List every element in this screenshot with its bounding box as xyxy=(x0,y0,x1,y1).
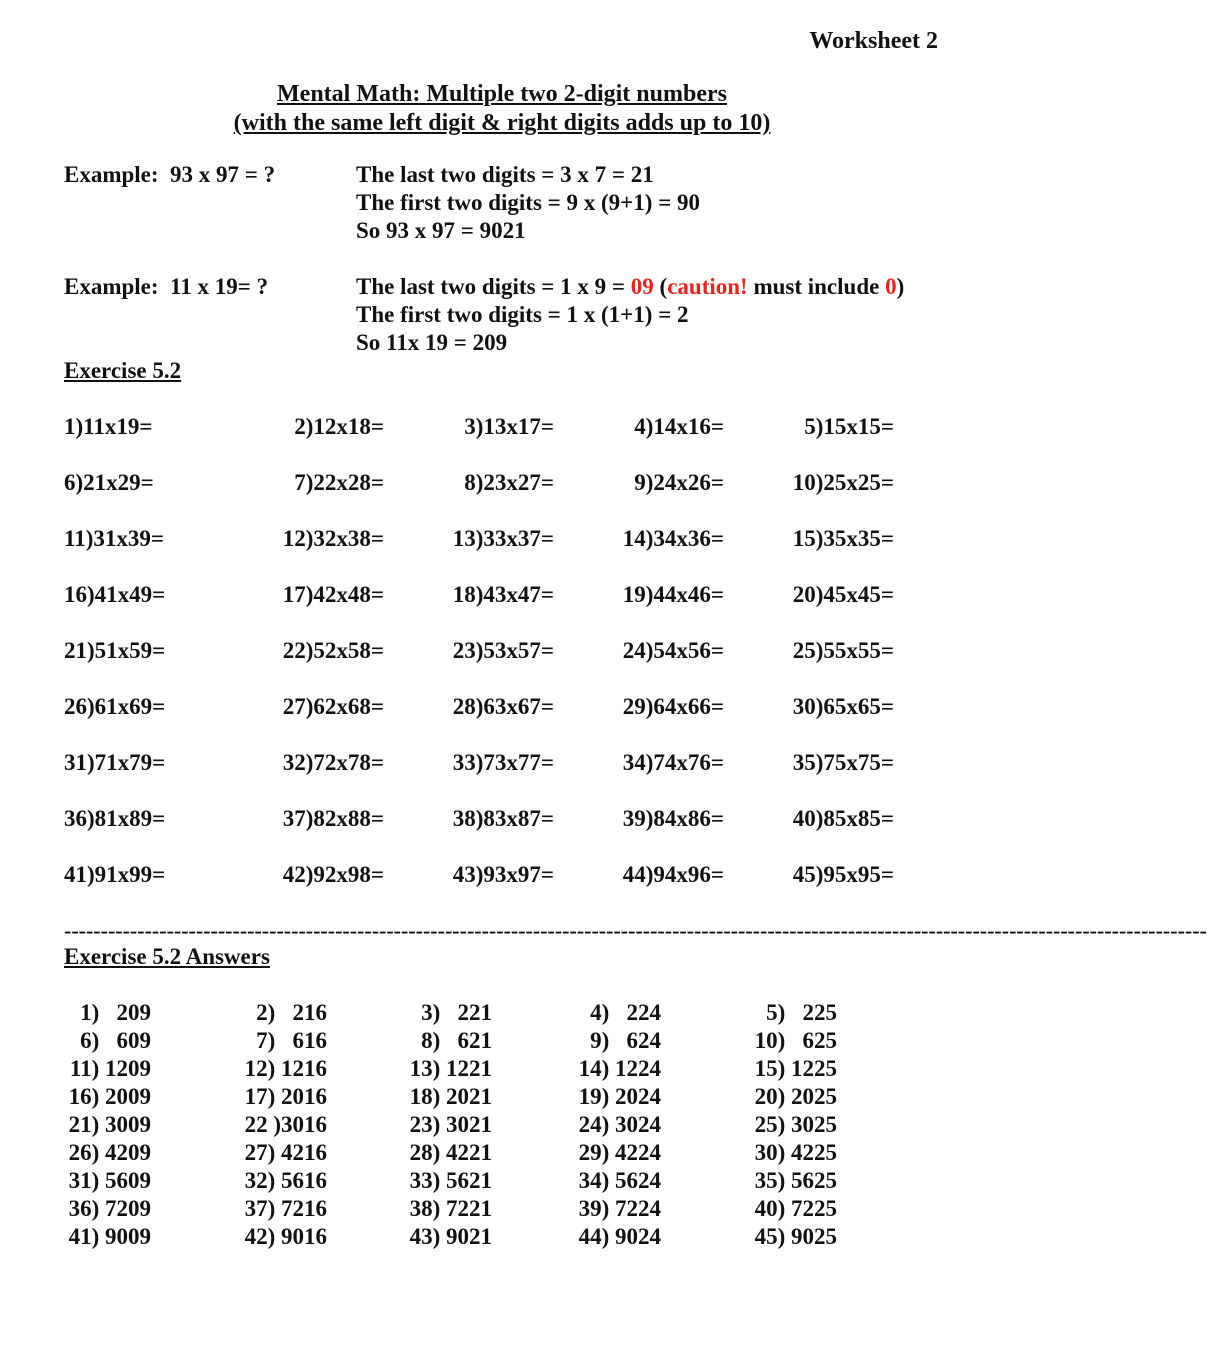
example-2-question: Example: 11 x 19= ? xyxy=(64,274,269,299)
example-2-note-middle: must include xyxy=(747,274,886,299)
answer-item: 36) 7209 xyxy=(68,1196,151,1221)
answer-item: 32) 5616 xyxy=(244,1168,327,1193)
answer-item: 40) 7225 xyxy=(754,1196,837,1221)
answer-item: 41) 9009 xyxy=(68,1224,151,1249)
answer-item: 11) 1209 xyxy=(69,1056,151,1081)
page-subtitle: (with the same left digit & right digits adds up to 10) xyxy=(233,110,771,136)
answer-item: 27) 4216 xyxy=(244,1140,327,1165)
answer-item: 7) 616 xyxy=(256,1028,327,1053)
answer-item: 10) 625 xyxy=(754,1028,837,1053)
exercise-problem: 4)14x16= xyxy=(634,414,724,439)
answer-item: 14) 1224 xyxy=(578,1056,661,1081)
exercise-problem: 28)63x67= xyxy=(452,694,554,719)
example-1-step-2: The first two digits = 9 x (9+1) = 90 xyxy=(356,190,701,215)
answer-item: 45) 9025 xyxy=(754,1224,837,1249)
answer-item: 20) 2025 xyxy=(754,1084,837,1109)
answer-item: 37) 7216 xyxy=(244,1196,327,1221)
exercise-problem: 23)53x57= xyxy=(452,638,554,663)
exercise-problem: 3)13x17= xyxy=(464,414,554,439)
answer-item: 22 )3016 xyxy=(244,1112,327,1137)
answer-item: 3) 221 xyxy=(421,1000,492,1025)
exercise-problem: 27)62x68= xyxy=(282,694,384,719)
answer-item: 18) 2021 xyxy=(409,1084,492,1109)
exercise-problem: 31)71x79= xyxy=(64,750,166,775)
example-2-step-1-prefix: The last two digits = 1 x 9 = xyxy=(356,274,631,299)
answer-item: 12) 1216 xyxy=(244,1056,327,1081)
answer-item: 42) 9016 xyxy=(244,1224,327,1249)
exercise-problem: 5)15x15= xyxy=(804,414,894,439)
exercise-problem: 32)72x78= xyxy=(282,750,384,775)
exercise-problem: 38)83x87= xyxy=(452,806,554,831)
exercise-problem: 10)25x25= xyxy=(792,470,894,495)
exercise-problem: 44)94x96= xyxy=(622,862,724,887)
exercise-problem: 8)23x27= xyxy=(464,470,554,495)
example-1-question: Example: 93 x 97 = ? xyxy=(64,162,276,187)
answer-item: 21) 3009 xyxy=(68,1112,151,1137)
exercise-problem: 12)32x38= xyxy=(282,526,384,551)
answer-item: 6) 609 xyxy=(80,1028,151,1053)
exercise-problem: 22)52x58= xyxy=(282,638,384,663)
exercise-problem: 13)33x37= xyxy=(452,526,554,551)
exercise-problem: 39)84x86= xyxy=(622,806,724,831)
answer-item: 9) 624 xyxy=(590,1028,661,1053)
exercise-problem: 20)45x45= xyxy=(792,582,894,607)
answer-item: 2) 216 xyxy=(256,1000,327,1025)
answer-item: 28) 4221 xyxy=(409,1140,492,1165)
answer-item: 19) 2024 xyxy=(578,1084,661,1109)
answer-item: 25) 3025 xyxy=(754,1112,837,1137)
answer-item: 5) 225 xyxy=(766,1000,837,1025)
exercise-problem: 36)81x89= xyxy=(64,806,166,831)
zero-highlight: 0 xyxy=(885,274,897,299)
exercise-problem: 26)61x69= xyxy=(64,694,166,719)
example-2-step-2: The first two digits = 1 x (1+1) = 2 xyxy=(356,302,689,327)
exercise-problem: 43)93x97= xyxy=(452,862,554,887)
exercise-problem: 11)31x39= xyxy=(64,526,164,551)
exercise-problem: 18)43x47= xyxy=(452,582,554,607)
exercise-problem: 40)85x85= xyxy=(792,806,894,831)
example-2-close-paren: ) xyxy=(896,274,905,299)
answer-item: 44) 9024 xyxy=(578,1224,661,1249)
example-1-result: So 93 x 97 = 9021 xyxy=(356,218,526,243)
exercise-problem: 41)91x99= xyxy=(64,862,166,887)
answer-item: 31) 5609 xyxy=(68,1168,151,1193)
worksheet-label: Worksheet 2 xyxy=(809,28,938,54)
example-2-open-paren: ( xyxy=(653,274,668,299)
exercise-problem: 14)34x36= xyxy=(622,526,724,551)
answer-item: 34) 5624 xyxy=(578,1168,661,1193)
answer-item: 16) 2009 xyxy=(68,1084,151,1109)
answer-item: 24) 3024 xyxy=(578,1112,661,1137)
answer-item: 13) 1221 xyxy=(409,1056,492,1081)
answer-item: 1) 209 xyxy=(80,1000,151,1025)
answer-item: 15) 1225 xyxy=(754,1056,837,1081)
answer-item: 26) 4209 xyxy=(68,1140,151,1165)
exercise-problem: 2)12x18= xyxy=(294,414,384,439)
page-title: Mental Math: Multiple two 2-digit numbers xyxy=(277,81,727,107)
exercise-problem: 19)44x46= xyxy=(622,582,724,607)
exercise-problem: 24)54x56= xyxy=(622,638,724,663)
exercise-problem: 21)51x59= xyxy=(64,638,166,663)
exercise-problem: 6)21x29= xyxy=(64,470,154,495)
exercise-problem: 9)24x26= xyxy=(634,470,724,495)
exercise-problem: 25)55x55= xyxy=(792,638,894,663)
exercise-title: Exercise 5.2 xyxy=(64,358,182,383)
answer-item: 29) 4224 xyxy=(578,1140,661,1165)
answer-item: 39) 7224 xyxy=(578,1196,661,1221)
answer-item: 17) 2016 xyxy=(244,1084,327,1109)
exercise-problem: 34)74x76= xyxy=(622,750,724,775)
answer-item: 4) 224 xyxy=(590,1000,661,1025)
example-2-result: So 11x 19 = 209 xyxy=(356,330,508,355)
exercise-problem: 16)41x49= xyxy=(64,582,166,607)
answer-item: 33) 5621 xyxy=(409,1168,492,1193)
answer-item: 23) 3021 xyxy=(409,1112,492,1137)
exercise-problem: 45)95x95= xyxy=(792,862,894,887)
exercise-problem: 37)82x88= xyxy=(282,806,384,831)
section-divider: ------------------------------------------------------------------------------------------------------------------------------------------------------------ xyxy=(64,918,1207,943)
exercise-problem: 42)92x98= xyxy=(282,862,384,887)
answer-item: 38) 7221 xyxy=(409,1196,492,1221)
caution-note: caution! xyxy=(667,274,748,299)
exercise-problem: 33)73x77= xyxy=(452,750,554,775)
exercise-problem: 29)64x66= xyxy=(622,694,724,719)
exercise-problem: 17)42x48= xyxy=(282,582,384,607)
answer-item: 8) 621 xyxy=(421,1028,492,1053)
exercise-problem: 1)11x19= xyxy=(64,414,153,439)
answer-item: 35) 5625 xyxy=(754,1168,837,1193)
exercise-problem: 30)65x65= xyxy=(792,694,894,719)
exercise-problem: 15)35x35= xyxy=(792,526,894,551)
example-2-step-1-value: 09 xyxy=(630,274,654,299)
answers-title: Exercise 5.2 Answers xyxy=(64,944,270,969)
exercise-problem: 35)75x75= xyxy=(792,750,894,775)
exercise-problem: 7)22x28= xyxy=(294,470,384,495)
example-2-step-1 xyxy=(356,274,904,300)
answer-item: 43) 9021 xyxy=(409,1224,492,1249)
answer-item: 30) 4225 xyxy=(754,1140,837,1165)
example-1-step-1: The last two digits = 3 x 7 = 21 xyxy=(356,162,654,187)
